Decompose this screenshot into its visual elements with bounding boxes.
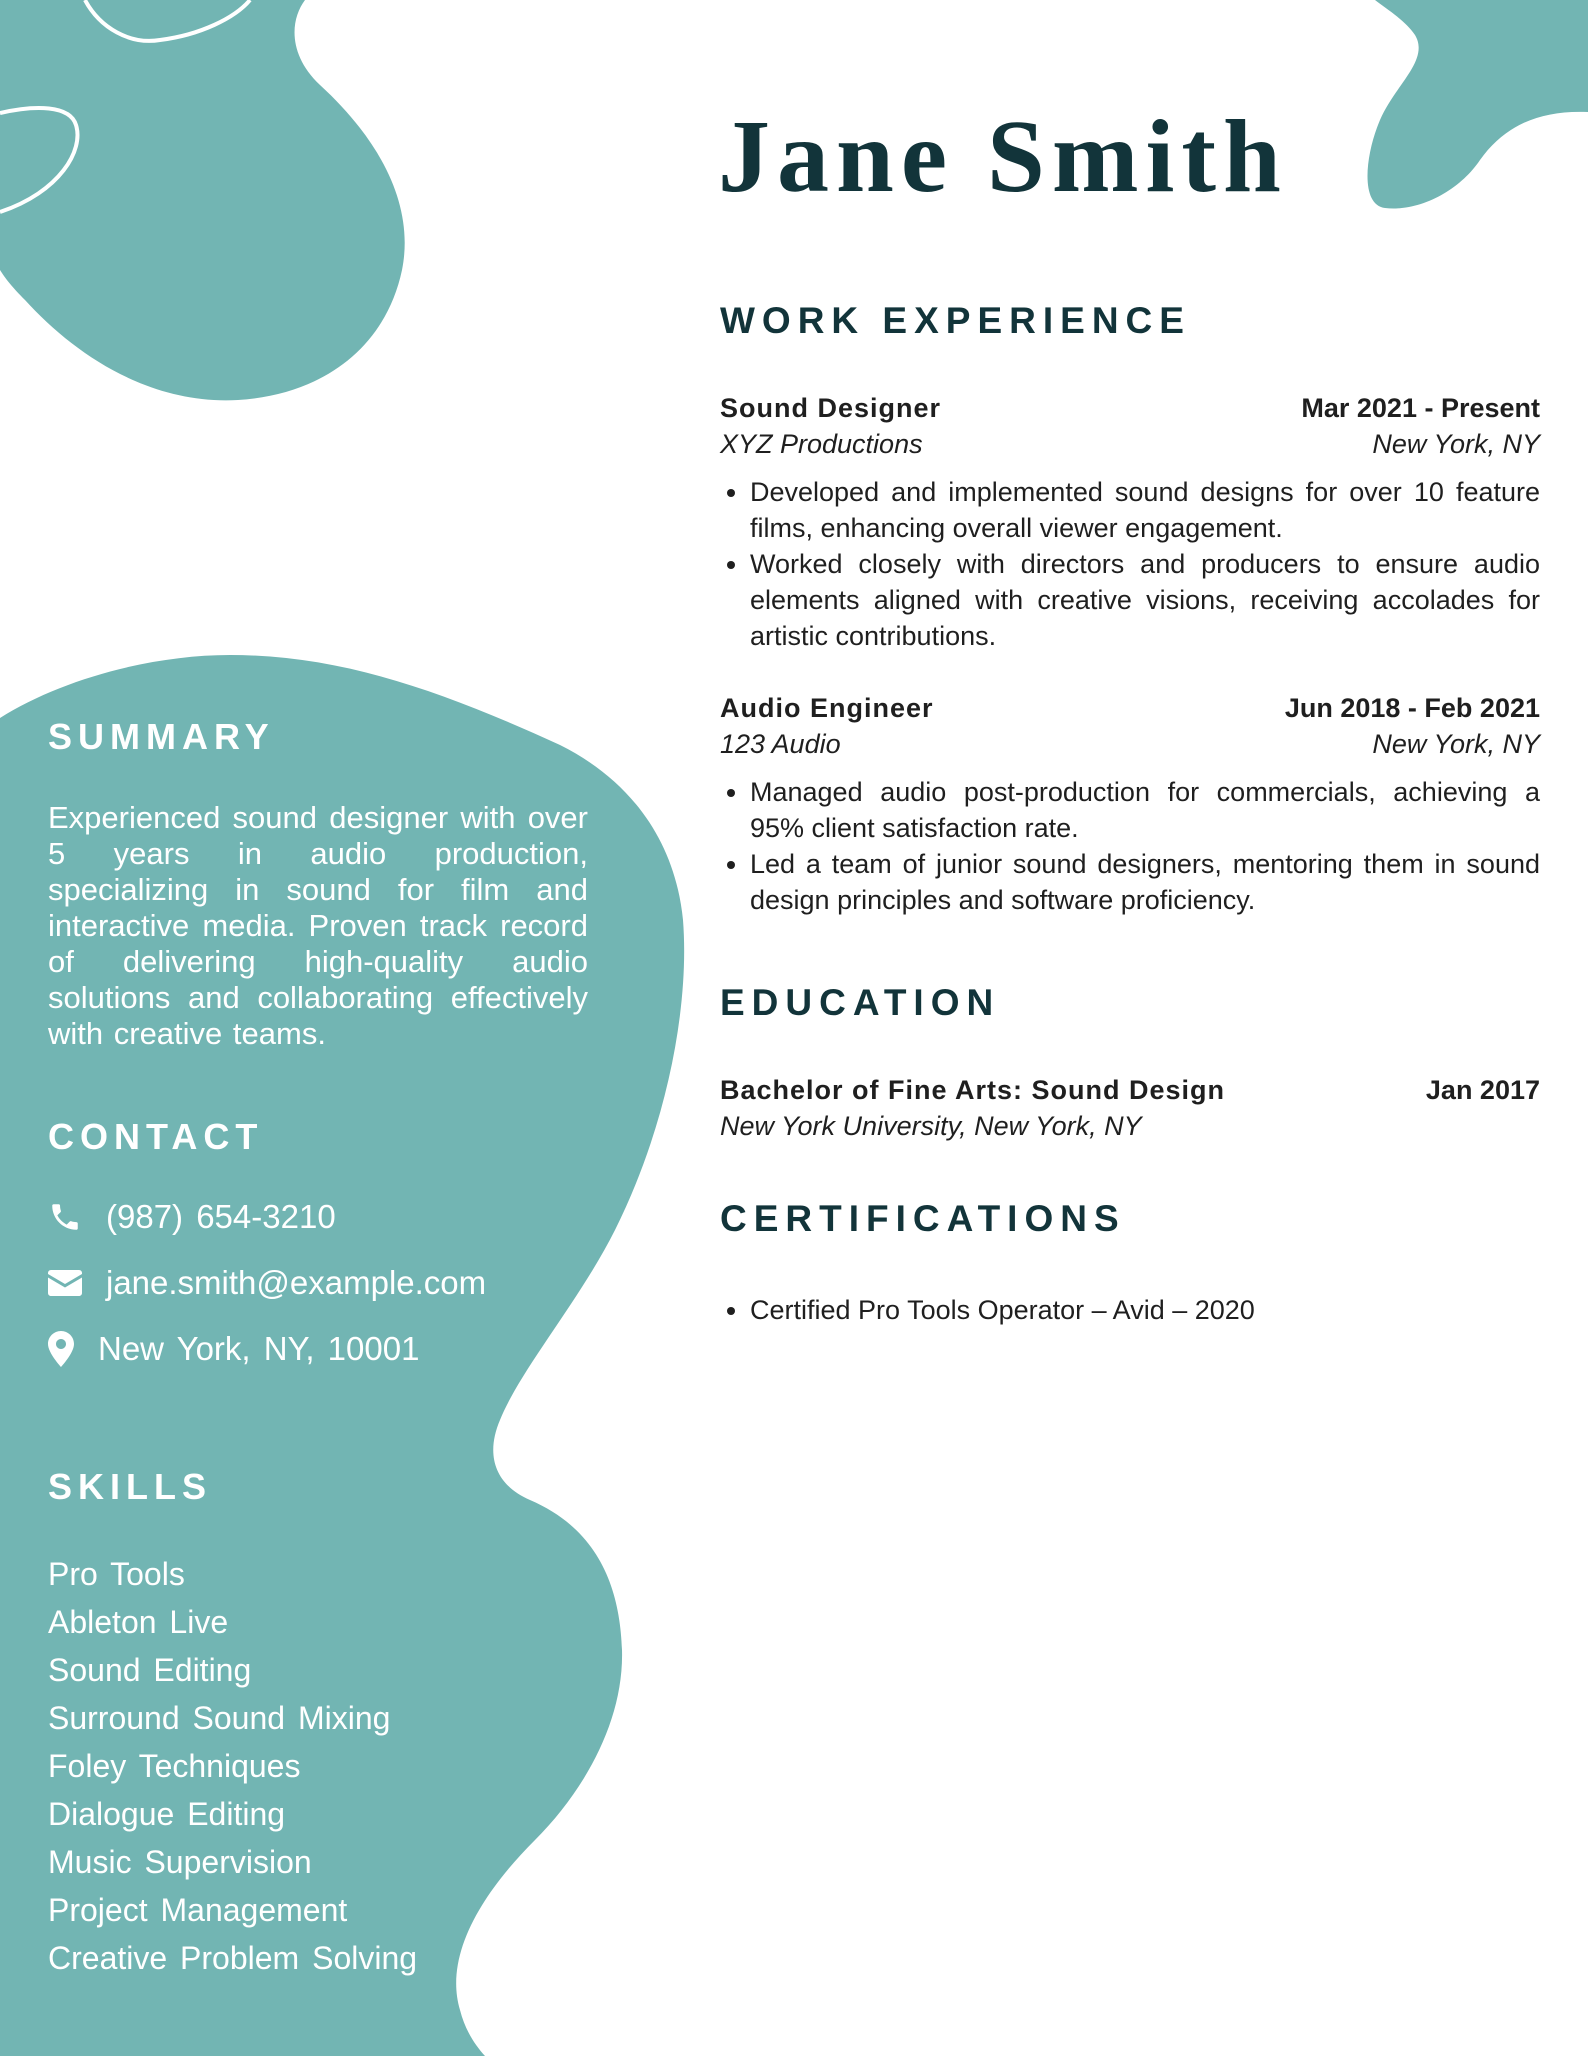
skill-item: Foley Techniques: [48, 1748, 301, 1784]
degree-title: Bachelor of Fine Arts: Sound Design: [720, 1075, 1226, 1105]
job-company: XYZ Productions: [720, 429, 923, 459]
skill-item: Dialogue Editing: [48, 1796, 286, 1832]
degree-date: Jan 2017: [1425, 1075, 1540, 1105]
skills-list: [48, 1550, 417, 1982]
contact-email: [48, 1264, 486, 1302]
top-left-blob: [0, 0, 405, 400]
skill-item: Music Supervision: [48, 1844, 312, 1880]
map-pin-icon: [48, 1331, 74, 1367]
job-entry: [720, 390, 1540, 654]
skill-item: Creative Problem Solving: [48, 1940, 418, 1976]
job-location: New York, NY: [1372, 729, 1540, 759]
skills-heading: SKILLS: [48, 1466, 213, 1507]
skill-item: Surround Sound Mixing: [48, 1700, 391, 1736]
skill-item: Project Management: [48, 1892, 348, 1928]
certification-item: • Certified Pro Tools Operator – Avid – 2020: [750, 1292, 1540, 1328]
work-experience-heading: WORK EXPERIENCE: [720, 300, 1191, 341]
school-name: New York University, New York, NY: [720, 1111, 1142, 1141]
envelope-icon: [48, 1270, 82, 1296]
skill-item: Ableton Live: [48, 1604, 229, 1640]
job-bullets: [720, 474, 1540, 654]
job-dates: Mar 2021 - Present: [1301, 393, 1540, 423]
phone-icon: [48, 1200, 82, 1234]
job-location: New York, NY: [1372, 429, 1540, 459]
certifications-list: [720, 1292, 1540, 1328]
contact-heading: CONTACT: [48, 1116, 264, 1157]
job-bullets: [720, 774, 1540, 918]
job-bullet: • Worked closely with directors and producers to ensure audio elements aligned with creative visions, receiving accolades for artistic contributions.: [750, 546, 1540, 654]
skill-item: Pro Tools: [48, 1556, 185, 1592]
education-entry: [720, 1072, 1540, 1144]
job-title: Sound Designer: [720, 393, 942, 423]
top-right-blob: [1368, 0, 1588, 208]
job-entry: [720, 690, 1540, 918]
contact-phone: [48, 1198, 336, 1236]
skill-item: Sound Editing: [48, 1652, 252, 1688]
job-company: 123 Audio: [720, 729, 841, 759]
location-text: New York, NY, 10001: [98, 1330, 420, 1367]
job-bullet: • Managed audio post-production for commercials, achieving a 95% client satisfaction rate.: [750, 774, 1540, 846]
job-bullet: • Developed and implemented sound designs for over 10 feature films, enhancing overall viewer engagement.: [750, 474, 1540, 546]
summary-heading: SUMMARY: [48, 716, 275, 757]
candidate-name: Jane Smith: [718, 99, 1288, 214]
certifications-entry: [720, 1280, 1540, 1328]
education-heading: EDUCATION: [720, 982, 1001, 1023]
phone-text: (987) 654-3210: [106, 1198, 336, 1235]
email-text: jane.smith@example.com: [106, 1264, 487, 1301]
summary-text: Experienced sound designer with over 5 years in audio production, specializing in sound for film and interactive media. Proven track record of delivering high-quality audio solutions and collaborating effectively with creative teams.: [48, 800, 588, 1051]
job-title: Audio Engineer: [720, 693, 934, 723]
contact-location: [48, 1330, 419, 1368]
job-dates: Jun 2018 - Feb 2021: [1284, 693, 1540, 723]
job-bullet: • Led a team of junior sound designers, mentoring them in sound design principles and software proficiency.: [750, 846, 1540, 918]
certifications-heading: CERTIFICATIONS: [720, 1198, 1126, 1239]
